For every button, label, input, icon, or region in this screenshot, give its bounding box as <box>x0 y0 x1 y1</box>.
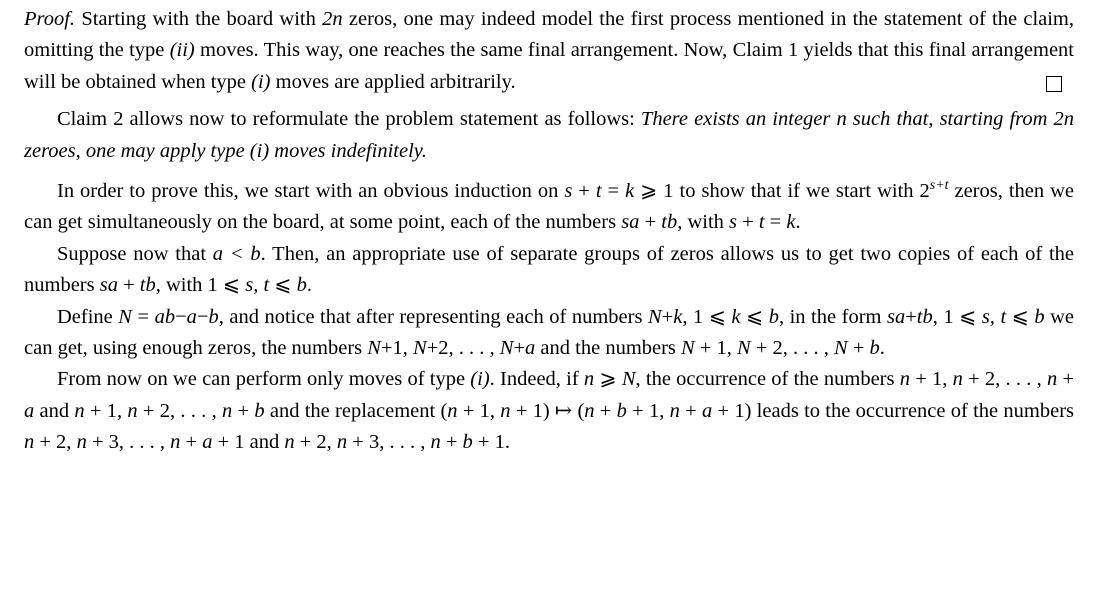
paragraph-suppose: Suppose now that a < b. Then, an appropriate use of separate groups of zeros allows us to get two copies of each of the numbers sa + tb, with 1 ⩽ s, t ⩽ b. <box>24 242 1074 297</box>
paragraph-proof <box>24 4 1074 98</box>
paragraph-only-type-i: From now on we can perform only moves of type (i). Indeed, if n ⩾ N, the occurrence of the numbers n + 1, n + 2, . . . , n + a and n + 1, n + 2, . . . , n + b and the replacement (n + 1, n + 1) ↦ (n + b + 1, n + a + 1) leads to the occurrence of the numbers n + 2, n + 3, . . . , n + a + 1 and n + 2, n + 3, . . . , n + b + 1. <box>24 368 1075 454</box>
proof-label: Proof. <box>24 8 76 30</box>
proof-text: Starting with the board with 2n zeros, one may indeed model the first process mentioned in the statement of the claim, omitting the type (ii) moves. This way, one reaches the same final arrangement. Now, Claim 1 yields that this final arrangement will be obtained when type (i) moves are applied arbitrarily. <box>24 8 1075 93</box>
paragraph-induction: In order to prove this, we start with an obvious induction on s + t = k ⩾ 1 to show that if we start with $2^{s+t}$ zeros, then we can get simultaneously on the board, at some point, each of the numbers sa + tb, with s + t = k. <box>24 178 1075 234</box>
paragraph-claim2-reformulation <box>24 104 1074 167</box>
paragraph-define-n: Define N = ab−a−b, and notice that after representing each of numbers N+k, 1 ⩽ k ⩽ b, in the form sa+tb, 1 ⩽ s, t ⩽ b we can get, using enough zeros, the numbers N+1, N+2, . . . , N+a and the numbers N + 1, N + 2, . . . , N + b. <box>24 305 1075 360</box>
claim2-lead-text: Claim 2 allows now to reformulate the problem statement as follows: <box>57 108 641 131</box>
proof-body <box>24 4 1074 459</box>
claim2-italic-statement: There exists an integer n such that, starting from 2n zeroes, one may apply type (i) moves indefinitely. <box>24 108 1075 162</box>
qed-square-icon <box>1046 76 1062 92</box>
